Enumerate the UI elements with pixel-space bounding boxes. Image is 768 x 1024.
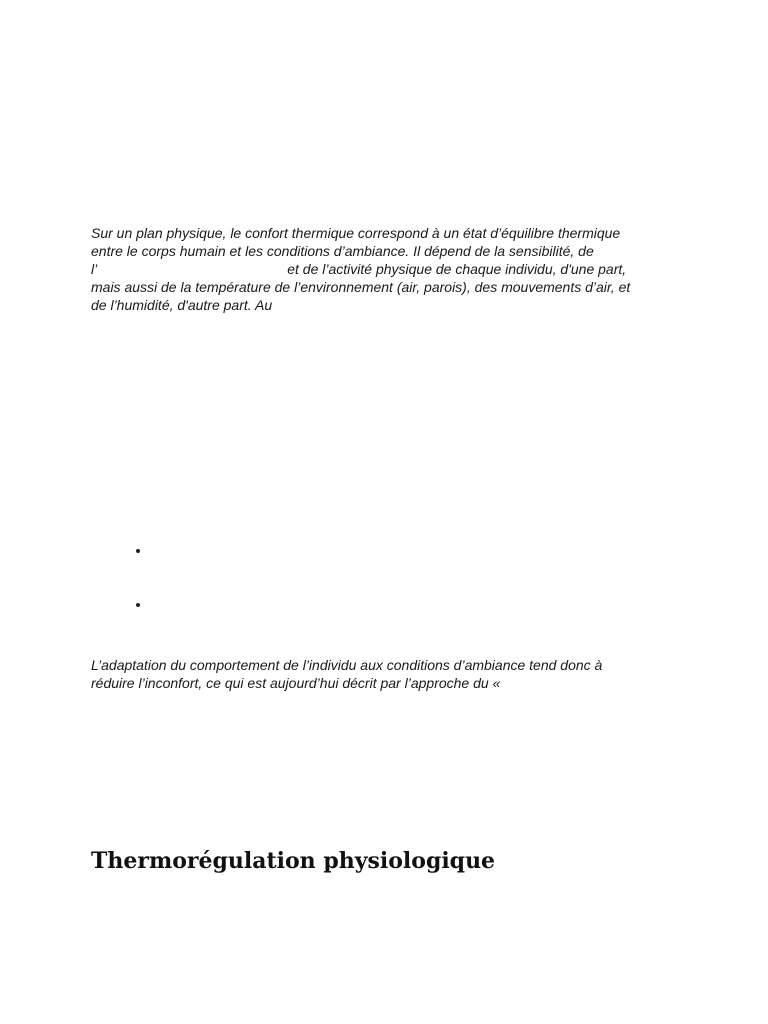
- section-heading: Thermorégulation physiologique: [91, 848, 496, 874]
- paragraph-line: Sur un plan physique, le confort thermique correspond à un état d’équilibre thermique: [91, 225, 621, 241]
- paragraph-line: entre le corps humain et les conditions d’ambiance. Il dépend de la sensibilité, de: [91, 243, 594, 259]
- paragraph-thermal-comfort: [91, 224, 691, 314]
- paragraph-line-start: l’: [91, 261, 98, 277]
- paragraph-line: de l’humidité, d'autre part. Au: [91, 297, 273, 313]
- paragraph-adaptation: [91, 656, 691, 692]
- paragraph-line-end: et de l’activité physique de chaque individu, d'une part,: [287, 261, 627, 277]
- paragraph-line: mais aussi de la température de l’environnement (air, parois), des mouvements d’air, et: [91, 279, 631, 295]
- paragraph-line-split: [91, 260, 691, 278]
- paragraph-line: L’adaptation du comportement de l’individu aux conditions d’ambiance tend donc à: [91, 657, 603, 673]
- paragraph-line: réduire l’inconfort, ce qui est aujourd’hui décrit par l’approche du «: [91, 675, 501, 691]
